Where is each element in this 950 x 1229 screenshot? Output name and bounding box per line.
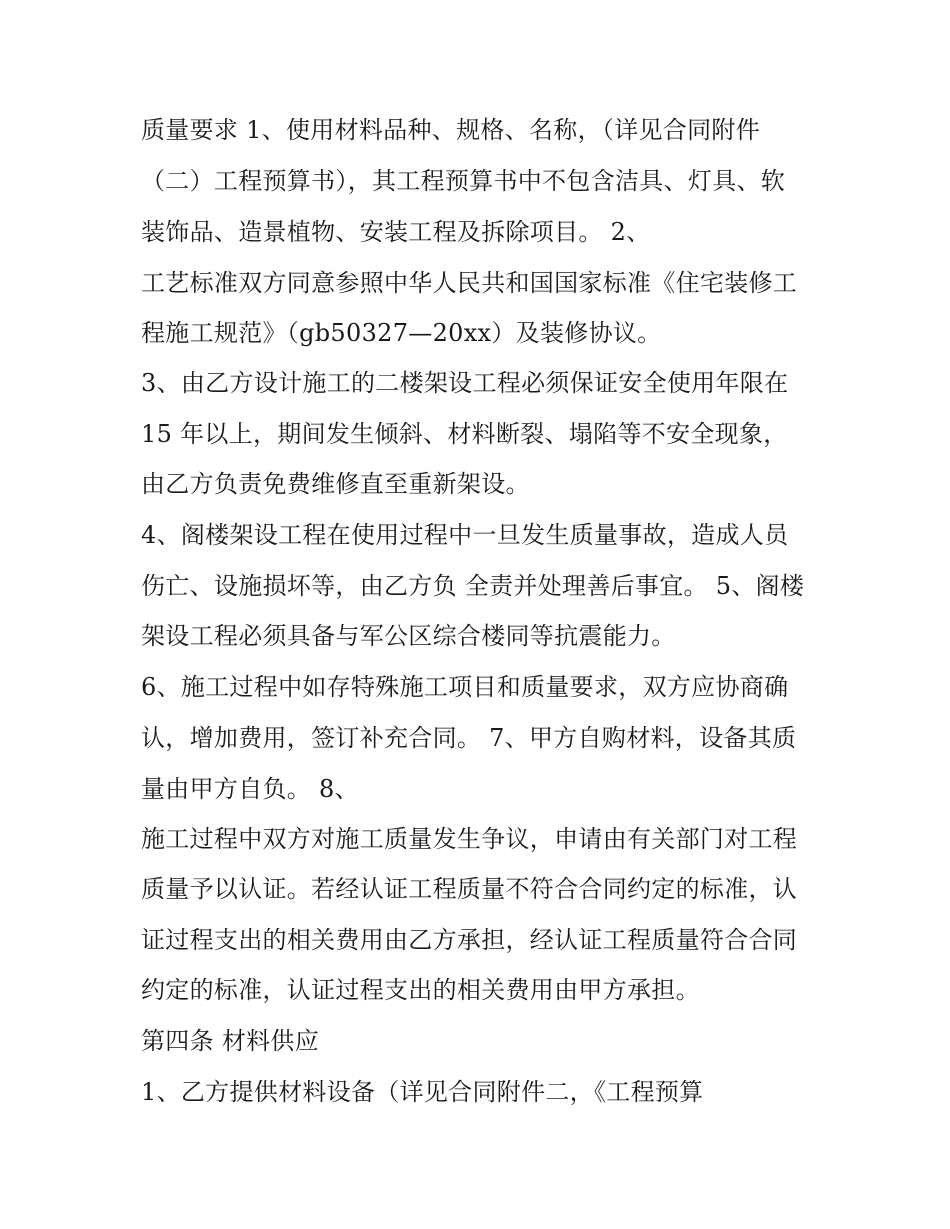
text-line: 质量予以认证。若经认证工程质量不符合合同约定的标准，认 bbox=[141, 875, 798, 903]
text-line: 4、阁楼架设工程在使用过程中一旦发生质量事故，造成人员 bbox=[141, 521, 789, 549]
text-line: 架设工程必须具备与军公区综合楼同等抗震能力。 bbox=[141, 622, 676, 650]
text-line: 程施工规范》（gb50327—20xx）及装修协议。 bbox=[141, 319, 662, 347]
text-line: （二）工程预算书），其工程预算书中不包含洁具、灯具、软 bbox=[141, 167, 786, 195]
text-line: 由乙方负责免费维修直至重新架设。 bbox=[141, 470, 530, 498]
text-line: 施工过程中双方对施工质量发生争议，申请由有关部门对工程 bbox=[141, 825, 798, 853]
text-line: 证过程支出的相关费用由乙方承担，经认证工程质量符合合同 bbox=[141, 926, 798, 954]
text-line: 15 年以上，期间发生倾斜、材料断裂、塌陷等不安全现象， bbox=[141, 420, 788, 448]
text-line: 认，增加费用，签订补充合同。 7、甲方自购材料，设备其质 bbox=[141, 724, 797, 752]
text-line: 约定的标准，认证过程支出的相关费用由甲方承担。 bbox=[141, 976, 700, 1004]
text-line: 1、乙方提供材料设备（详见合同附件二，《工程预算 bbox=[141, 1078, 704, 1106]
text-line: 质量要求 1、使用材料品种、规格、名称，（详见合同附件 bbox=[141, 116, 760, 144]
text-line: 量由甲方自负。 8、 bbox=[141, 775, 359, 803]
text-line: 3、由乙方设计施工的二楼架设工程必须保证安全使用年限在 bbox=[141, 369, 789, 397]
text-line: 工艺标准双方同意参照中华人民共和国国家标准《住宅装修工 bbox=[141, 269, 798, 297]
text-line: 伤亡、设施损坏等，由乙方负 全责并处理善后事宜。 5、阁楼 bbox=[141, 572, 805, 600]
text-line: 6、施工过程中如存特殊施工项目和质量要求，双方应协商确 bbox=[141, 673, 789, 701]
text-line: 装饰品、造景植物、安装工程及拆除项目。 2、 bbox=[141, 218, 651, 246]
section-heading: 第四条 材料供应 bbox=[141, 1027, 320, 1055]
